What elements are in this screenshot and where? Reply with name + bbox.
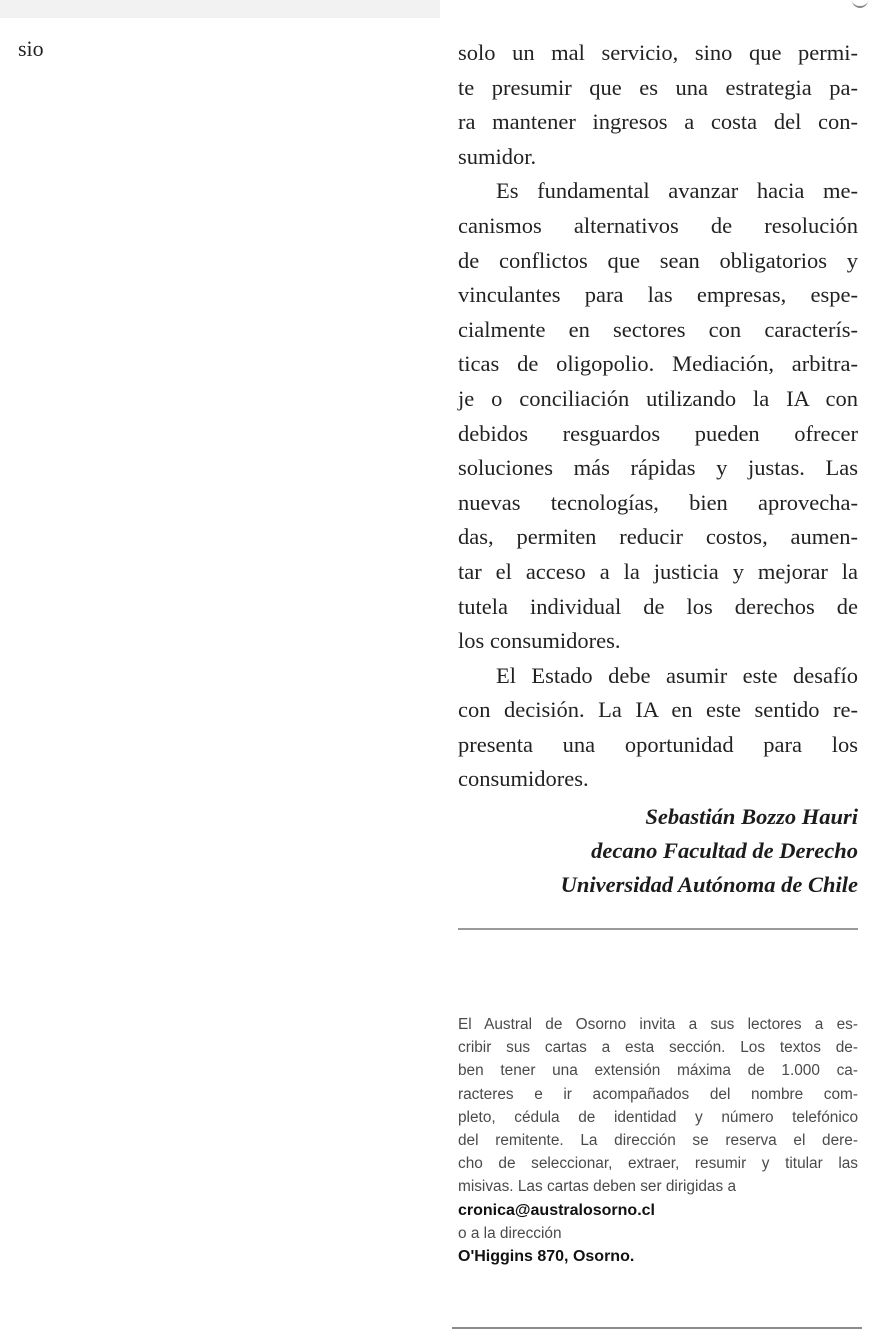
notice-line: racteres e ir acompañados del nombre com- xyxy=(458,1085,858,1103)
body-line: soluciones más rápidas y justas. Las xyxy=(458,455,858,481)
body-line: sumidor. xyxy=(458,143,537,169)
notice-line: cribir sus cartas a esta sección. Los textos de- xyxy=(458,1039,858,1057)
author-institution: Universidad Autónoma de Chile xyxy=(560,872,858,897)
body-line: debidos resguardos pueden ofrecer xyxy=(458,420,858,446)
body-line: das, permiten reducir costos, aumen- xyxy=(458,524,858,550)
author-role: decano Facultad de Derecho xyxy=(591,838,858,863)
notice-line: cho de seleccionar, extraer, resumir y titular las xyxy=(458,1155,858,1173)
body-line: ticas de oligopolio. Mediación, arbitra- xyxy=(458,351,858,377)
body-line: de conflictos que sean obligatorios y xyxy=(458,247,858,273)
body-line: los consumidores. xyxy=(458,628,621,654)
left-column xyxy=(0,0,440,1338)
body-line: je o conciliación utilizando la IA con xyxy=(458,385,858,411)
body-line: tar el acceso a la justicia y mejorar la xyxy=(458,558,858,584)
body-line: canismos alternativos de resolución xyxy=(458,212,858,238)
notice-line: del remitente. La dirección se reserva el dere- xyxy=(458,1132,858,1150)
submission-notice xyxy=(458,1013,858,1268)
notice-line: El Austral de Osorno invita a sus lectores a es- xyxy=(458,1016,858,1033)
postal-address: O'Higgins 870, Osorno. xyxy=(458,1248,635,1266)
body-line: cialmente en sectores con caracterís- xyxy=(458,316,858,342)
notice-connector: o a la dirección xyxy=(458,1224,562,1242)
notice-line: misivas. Las cartas deben ser dirigidas a xyxy=(458,1178,737,1196)
body-line: Es fundamental avanzar hacia me- xyxy=(496,178,858,204)
body-line: vinculantes para las empresas, espe- xyxy=(458,282,858,308)
notice-line: pleto, cédula de identidad y número telefónico xyxy=(458,1108,858,1126)
body-line: tutela individual de los derechos de xyxy=(458,593,858,619)
body-line: nuevas tecnologías, bien aprovecha- xyxy=(458,489,858,515)
left-column-fragment: sio xyxy=(18,36,44,61)
top-shade xyxy=(0,0,440,18)
author-name: Sebastián Bozzo Hauri xyxy=(645,804,858,829)
contact-email: cronica@australosorno.cl xyxy=(458,1201,655,1219)
bottom-divider xyxy=(452,1327,862,1329)
section-divider xyxy=(458,928,858,930)
notice-line: ben tener una extensión máxima de 1.000 ca- xyxy=(458,1062,858,1080)
body-line: ra mantener ingresos a costa del con- xyxy=(458,109,858,135)
body-line: presenta una oportunidad para los xyxy=(458,731,858,757)
corner-mark-icon xyxy=(852,0,868,8)
letter-signature xyxy=(458,800,858,902)
body-line: te presumir que es una estrategia pa- xyxy=(458,74,858,100)
letter-body xyxy=(458,36,858,797)
body-line: El Estado debe asumir este desafío xyxy=(496,662,858,688)
body-line: consumidores. xyxy=(458,766,589,792)
body-line: solo un mal servicio, sino que permi- xyxy=(458,40,858,65)
body-line: con decisión. La IA en este sentido re- xyxy=(458,697,858,723)
